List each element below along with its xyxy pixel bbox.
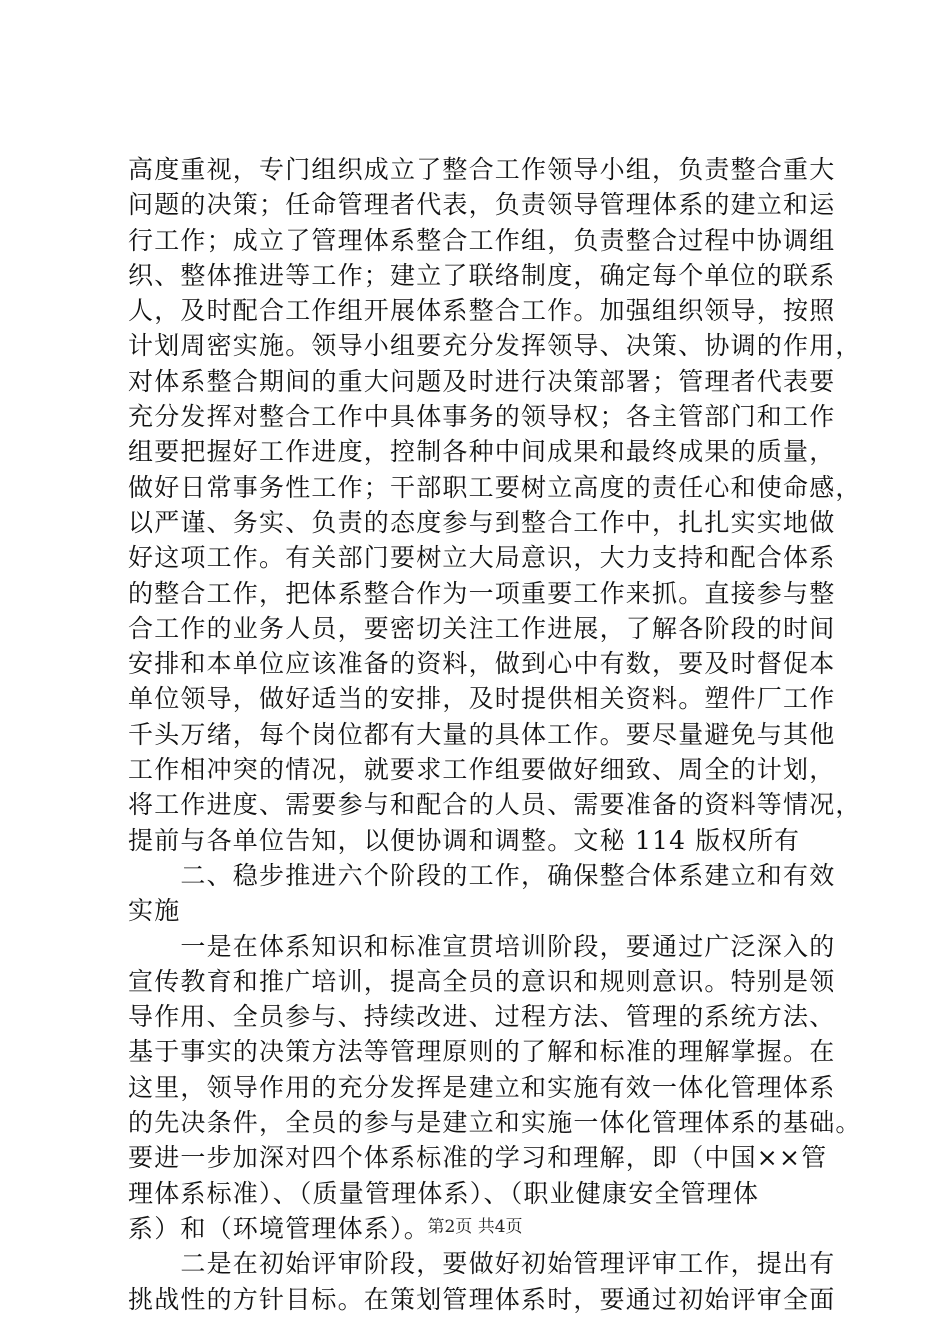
text-line: 织、整体推进等工作；建立了联络制度，确定每个单位的联系	[128, 260, 836, 290]
text-line: 工作相冲突的情况，就要求工作组要做好细致、周全的计划，	[128, 755, 836, 785]
text-line: 将工作进度、需要参与和配合的人员、需要准备的资料等情况，	[128, 790, 862, 820]
text-line: 组要把握好工作进度，控制各种中间成果和最终成果的质量，	[128, 437, 836, 467]
page-footer: 第2页 共4页	[427, 1217, 523, 1237]
text-line: 计划周密实施。领导小组要充分发挥领导、决策、协调的作用，	[128, 331, 862, 361]
text-line: 人，及时配合工作组开展体系整合工作。加强组织领导，按照	[128, 296, 836, 326]
text-line: 高度重视，专门组织成立了整合工作领导小组，负责整合重大	[128, 155, 836, 184]
text-line: 合工作的业务人员，要密切关注工作进展，了解各阶段的时间	[128, 613, 836, 643]
text-line: 要进一步加深对四个体系标准的学习和理解，即（中国××管	[128, 1143, 828, 1173]
text-line: 以严谨、务实、负责的态度参与到整合工作中，扎扎实实地做	[128, 507, 836, 537]
text-line: 系）和（环境管理体系）。	[128, 1213, 430, 1243]
document-body	[128, 152, 862, 1317]
text-line: 基于事实的决策方法等管理原则的了解和标准的理解掌握。在	[128, 1037, 836, 1067]
text-line: 一是在体系知识和标准宣贯培训阶段，要通过广泛深入的	[128, 931, 836, 961]
text-line: 提前与各单位告知，以便协调和调整。文秘 114 版权所有	[128, 825, 801, 855]
text-line: 千头万绪，每个岗位都有大量的具体工作。要尽量避免与其他	[128, 719, 836, 749]
text-line: 安排和本单位应该准备的资料，做到心中有数，要及时督促本	[128, 649, 836, 679]
text-line: 实施	[128, 896, 181, 926]
text-line: 二是在初始评审阶段，要做好初始管理评审工作，提出有	[128, 1249, 836, 1279]
text-line: 导作用、全员参与、持续改进、过程方法、管理的系统方法、	[128, 1002, 836, 1032]
text-line: 挑战性的方针目标。在策划管理体系时，要通过初始评审全面	[128, 1284, 836, 1314]
text-line: 理体系标准）、（质量管理体系）、（职业健康安全管理体	[128, 1178, 760, 1208]
text-line: 的先决条件，全员的参与是建立和实施一体化管理体系的基础。	[128, 1108, 862, 1138]
text-line: 好这项工作。有关部门要树立大局意识，大力支持和配合体系	[128, 543, 836, 573]
text-line: 对体系整合期间的重大问题及时进行决策部署；管理者代表要	[128, 366, 836, 396]
text-line: 的整合工作，把体系整合作为一项重要工作来抓。直接参与整	[128, 578, 836, 608]
text-line: 充分发挥对整合工作中具体事务的领导权；各主管部门和工作	[128, 402, 836, 432]
text-line: 二、稳步推进六个阶段的工作，确保整合体系建立和有效	[128, 860, 836, 890]
text-line: 宣传教育和推广培训，提高全员的意识和规则意识。特别是领	[128, 966, 836, 996]
text-line: 行工作；成立了管理体系整合工作组，负责整合过程中协调组	[128, 225, 836, 255]
text-line: 问题的决策；任命管理者代表，负责领导管理体系的建立和运	[128, 190, 836, 220]
text-line: 做好日常事务性工作；干部职工要树立高度的责任心和使命感，	[128, 472, 862, 502]
text-line: 这里，领导作用的充分发挥是建立和实施有效一体化管理体系	[128, 1072, 836, 1102]
text-line: 单位领导，做好适当的安排，及时提供相关资料。塑件厂工作	[128, 684, 836, 714]
